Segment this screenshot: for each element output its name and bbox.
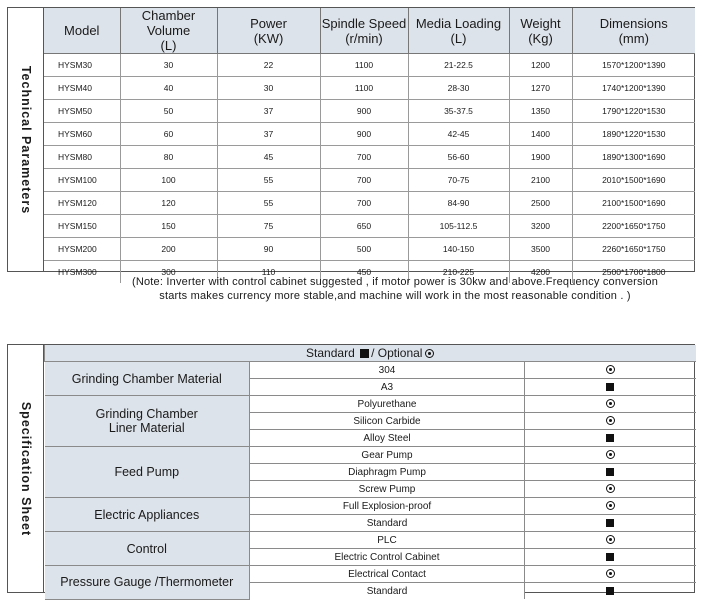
technical-sidebar: [8, 8, 44, 271]
table-row: [44, 146, 695, 169]
technical-grid: [44, 8, 695, 283]
table-cell: HYSM30: [44, 54, 120, 77]
column-header-unit: (L): [450, 30, 467, 46]
table-cell: 110: [217, 261, 320, 284]
column-header-title: Model: [64, 23, 100, 38]
spec-mark: [525, 464, 696, 481]
table-cell: HYSM120: [44, 192, 120, 215]
spec-legend: [45, 345, 696, 362]
spec-mark: [525, 447, 696, 464]
column-header-unit: (r/min): [345, 30, 383, 46]
table-row: [44, 238, 695, 261]
spec-mark: [525, 379, 696, 396]
table-cell: 1890*1220*1530: [572, 123, 695, 146]
spec-option: Electrical Contact: [250, 566, 525, 583]
table-cell: 42-45: [408, 123, 509, 146]
spec-category: Grinding Chamber Material: [45, 362, 250, 396]
note-line-1: (Note: Inverter with control cabinet suggested , if motor power is 30kw and above.Frequency conversion: [131, 276, 659, 288]
column-header: [408, 8, 509, 54]
table-cell: 1890*1300*1690: [572, 146, 695, 169]
table-cell: HYSM300: [44, 261, 120, 284]
table-cell: 210-225: [408, 261, 509, 284]
table-cell: 2100*1500*1690: [572, 192, 695, 215]
spec-category: Pressure Gauge /Thermometer: [45, 566, 250, 600]
spec-option: Gear Pump: [250, 447, 525, 464]
table-cell: 2500: [509, 192, 572, 215]
table-cell: 4200: [509, 261, 572, 284]
table-cell: 700: [320, 192, 408, 215]
spec-grid: [44, 345, 696, 600]
table-cell: HYSM100: [44, 169, 120, 192]
spec-side-title: Specification Sheet: [18, 401, 33, 536]
spec-row: [45, 566, 696, 583]
technical-header-row: [44, 8, 695, 54]
column-header-title: Dimensions: [599, 15, 668, 31]
spec-mark: [525, 362, 696, 379]
table-cell: 1100: [320, 77, 408, 100]
table-cell: 60: [120, 123, 217, 146]
table-cell: 28-30: [408, 77, 509, 100]
optional-circle-icon: [606, 484, 615, 493]
standard-square-icon: [606, 434, 614, 442]
table-row: [44, 100, 695, 123]
table-cell: 70-75: [408, 169, 509, 192]
spec-option: Standard: [250, 583, 525, 600]
table-cell: 1900: [509, 146, 572, 169]
column-header: [217, 8, 320, 54]
optional-circle-icon: [606, 450, 615, 459]
standard-square-icon: [606, 519, 614, 527]
column-header: [572, 8, 695, 54]
note-line-2: starts makes currency more stable,and machine will work in the most reasonable condition . ): [159, 290, 631, 302]
column-header-unit: (Kg): [528, 30, 553, 46]
table-row: [44, 215, 695, 238]
table-cell: 40: [120, 77, 217, 100]
table-cell: 1100: [320, 54, 408, 77]
column-header-unit: (L): [160, 38, 177, 53]
table-cell: 30: [217, 77, 320, 100]
spec-row: [45, 362, 696, 379]
spec-option: Diaphragm Pump: [250, 464, 525, 481]
table-cell: 2010*1500*1690: [572, 169, 695, 192]
optional-circle-icon: [425, 349, 434, 358]
table-row: [44, 54, 695, 77]
spec-row: [45, 396, 696, 413]
table-cell: 75: [217, 215, 320, 238]
spec-sidebar: [8, 345, 44, 592]
table-cell: HYSM200: [44, 238, 120, 261]
spec-option: Alloy Steel: [250, 430, 525, 447]
table-cell: 56-60: [408, 146, 509, 169]
table-cell: 2500*1700*1800: [572, 261, 695, 284]
table-cell: 150: [120, 215, 217, 238]
technical-parameters-table: [7, 7, 695, 277]
standard-square-icon: [606, 468, 614, 476]
spec-category: Electric Appliances: [45, 498, 250, 532]
spec-category: Control: [45, 532, 250, 566]
table-cell: 3500: [509, 238, 572, 261]
table-cell: 1570*1200*1390: [572, 54, 695, 77]
optional-circle-icon: [606, 569, 615, 578]
table-cell: 1350: [509, 100, 572, 123]
column-header-title: Media Loading: [415, 15, 502, 31]
table-cell: HYSM40: [44, 77, 120, 100]
spec-row: [45, 532, 696, 549]
column-header-unit: (mm): [618, 30, 649, 46]
column-header: [320, 8, 408, 54]
table-cell: 50: [120, 100, 217, 123]
table-cell: 80: [120, 146, 217, 169]
table-cell: 3200: [509, 215, 572, 238]
table-cell: 30: [120, 54, 217, 77]
column-header: [120, 8, 217, 54]
spec-option: Standard: [250, 515, 525, 532]
optional-circle-icon: [606, 535, 615, 544]
table-cell: HYSM80: [44, 146, 120, 169]
table-cell: HYSM150: [44, 215, 120, 238]
legend-optional-label: / Optional: [371, 346, 423, 360]
table-cell: 900: [320, 123, 408, 146]
table-cell: 2200*1650*1750: [572, 215, 695, 238]
spec-mark: [525, 515, 696, 532]
column-header-title: Weight: [520, 15, 561, 31]
standard-square-icon: [606, 587, 614, 595]
table-cell: 105-112.5: [408, 215, 509, 238]
spec-mark: [525, 583, 696, 600]
optional-circle-icon: [606, 501, 615, 510]
table-cell: 2260*1650*1750: [572, 238, 695, 261]
optional-circle-icon: [606, 399, 615, 408]
table-cell: 21-22.5: [408, 54, 509, 77]
legend-standard-label: Standard: [306, 346, 355, 360]
table-cell: 37: [217, 123, 320, 146]
table-cell: 1400: [509, 123, 572, 146]
table-cell: 22: [217, 54, 320, 77]
table-cell: 35-37.5: [408, 100, 509, 123]
optional-circle-icon: [606, 365, 615, 374]
table-row: [44, 192, 695, 215]
table-cell: 1740*1200*1390: [572, 77, 695, 100]
table-cell: 1790*1220*1530: [572, 100, 695, 123]
standard-square-icon: [360, 349, 369, 358]
spec-row: [45, 498, 696, 515]
inverter-note: [90, 275, 700, 303]
table-cell: 500: [320, 238, 408, 261]
spec-option: Screw Pump: [250, 481, 525, 498]
spec-option: Silicon Carbide: [250, 413, 525, 430]
table-cell: 900: [320, 100, 408, 123]
table-cell: HYSM60: [44, 123, 120, 146]
optional-circle-icon: [606, 416, 615, 425]
table-cell: 1200: [509, 54, 572, 77]
spec-category: Grinding Chamber Liner Material: [45, 396, 250, 447]
spec-option: Electric Control Cabinet: [250, 549, 525, 566]
table-cell: 120: [120, 192, 217, 215]
spec-legend-row: [45, 345, 696, 362]
column-header-title: Power: [250, 15, 287, 31]
table-cell: 300: [120, 261, 217, 284]
table-cell: HYSM50: [44, 100, 120, 123]
column-header: [509, 8, 572, 54]
spec-option: A3: [250, 379, 525, 396]
table-cell: 55: [217, 192, 320, 215]
table-row: [44, 77, 695, 100]
table-cell: 90: [217, 238, 320, 261]
table-row: [44, 123, 695, 146]
table-cell: 700: [320, 146, 408, 169]
spec-mark: [525, 413, 696, 430]
spec-option: Polyurethane: [250, 396, 525, 413]
table-cell: 700: [320, 169, 408, 192]
column-header: [44, 8, 120, 54]
specification-sheet-table: [7, 344, 695, 597]
spec-category: Feed Pump: [45, 447, 250, 498]
spec-mark: [525, 549, 696, 566]
table-cell: 37: [217, 100, 320, 123]
table-cell: 55: [217, 169, 320, 192]
table-cell: 200: [120, 238, 217, 261]
standard-square-icon: [606, 383, 614, 391]
table-cell: 450: [320, 261, 408, 284]
table-row: [44, 169, 695, 192]
spec-option: Full Explosion-proof: [250, 498, 525, 515]
spec-mark: [525, 498, 696, 515]
spec-mark: [525, 430, 696, 447]
table-cell: 2100: [509, 169, 572, 192]
spec-mark: [525, 566, 696, 583]
standard-square-icon: [606, 553, 614, 561]
table-cell: 140-150: [408, 238, 509, 261]
spec-mark: [525, 481, 696, 498]
column-header-unit: (KW): [253, 30, 284, 46]
spec-mark: [525, 532, 696, 549]
table-cell: 1270: [509, 77, 572, 100]
spec-mark: [525, 396, 696, 413]
spec-option: PLC: [250, 532, 525, 549]
column-header-title: Spindle Speed: [321, 15, 407, 31]
spec-row: [45, 447, 696, 464]
table-cell: 100: [120, 169, 217, 192]
column-header-title: Chamber Volume: [141, 8, 196, 38]
technical-side-title: Technical Parameters: [18, 65, 33, 214]
table-cell: 45: [217, 146, 320, 169]
table-cell: 650: [320, 215, 408, 238]
table-cell: 84-90: [408, 192, 509, 215]
spec-option: 304: [250, 362, 525, 379]
